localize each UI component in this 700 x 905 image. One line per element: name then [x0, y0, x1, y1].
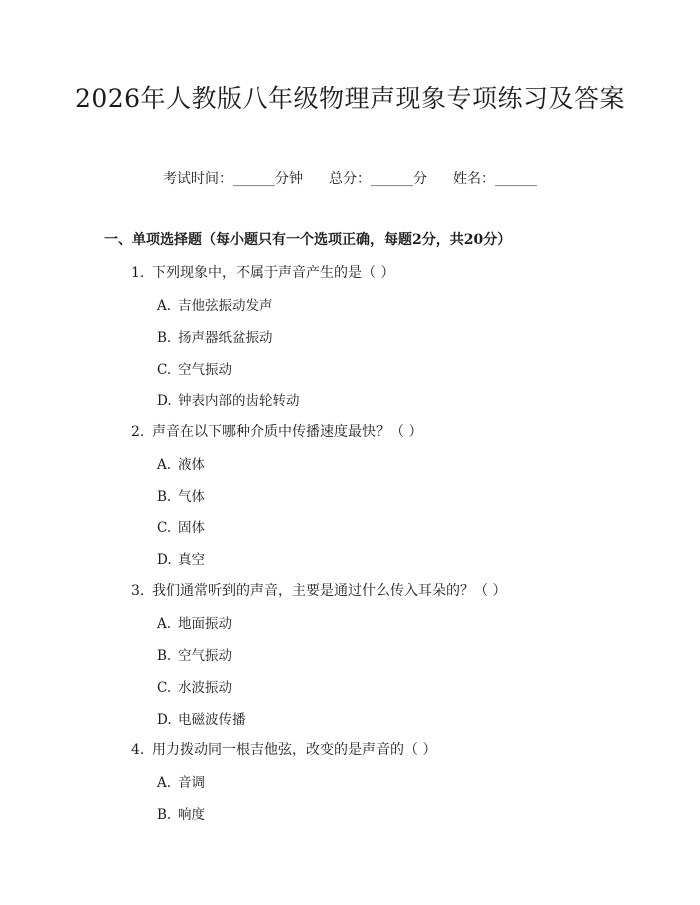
- option-text: 固体: [178, 520, 205, 536]
- document-title: 2026年人教版八年级物理声现象专项练习及答案: [74, 84, 626, 113]
- question-number: 2.: [131, 424, 145, 440]
- option-text: 钟表内部的齿轮转动: [178, 393, 300, 409]
- option-letter: B.: [157, 330, 172, 346]
- option-text: 液体: [178, 457, 205, 473]
- question-text: 用力拨动同一根吉他弦，改变的是声音的（ ）: [152, 742, 437, 758]
- total-score-field: 总分：______分: [329, 171, 427, 187]
- option-2a: [157, 453, 205, 473]
- option-text: 气体: [178, 489, 205, 505]
- option-letter: B.: [157, 807, 172, 823]
- option-text: 空气振动: [178, 362, 232, 378]
- option-letter: A.: [157, 775, 172, 791]
- option-letter: C.: [157, 362, 172, 378]
- option-text: 响度: [178, 807, 205, 823]
- option-letter: D.: [157, 393, 172, 409]
- option-2b: [157, 485, 205, 505]
- option-letter: D.: [157, 712, 172, 728]
- option-letter: C.: [157, 520, 172, 536]
- option-1b: [157, 326, 273, 346]
- option-2c: [157, 516, 205, 536]
- option-letter: B.: [157, 648, 172, 664]
- option-letter: A.: [157, 298, 172, 314]
- option-letter: D.: [157, 552, 172, 568]
- question-text: 我们通常听到的声音，主要是通过什么传入耳朵的？（ ）: [152, 583, 507, 599]
- option-text: 空气振动: [178, 648, 232, 664]
- option-letter: B.: [157, 489, 172, 505]
- exam-time-field: 考试时间：______分钟: [163, 171, 303, 187]
- option-text: 吉他弦振动发声: [178, 298, 273, 314]
- option-letter: A.: [157, 616, 172, 632]
- question-2: [131, 421, 422, 441]
- option-text: 水波振动: [178, 680, 232, 696]
- question-number: 1.: [131, 265, 145, 281]
- option-3a: [157, 612, 232, 632]
- option-letter: A.: [157, 457, 172, 473]
- question-number: 4.: [131, 742, 145, 758]
- option-2d: [157, 548, 205, 568]
- option-text: 地面振动: [178, 616, 232, 632]
- option-3b: [157, 644, 232, 664]
- option-1c: [157, 358, 232, 378]
- option-1d: [157, 389, 300, 409]
- question-1: [131, 262, 394, 282]
- question-text: 下列现象中，不属于声音产生的是（ ）: [152, 265, 395, 281]
- exam-meta: [0, 168, 700, 188]
- question-4: [131, 739, 436, 759]
- option-3c: [157, 676, 232, 696]
- question-3: [131, 580, 506, 600]
- question-text: 声音在以下哪种介质中传播速度最快？（ ）: [152, 424, 423, 440]
- option-text: 音调: [178, 775, 205, 791]
- section-heading: 一、单项选择题（每小题只有一个选项正确，每题2分，共20分）: [104, 232, 512, 248]
- option-4b: [157, 803, 205, 823]
- option-text: 扬声器纸盆振动: [178, 330, 273, 346]
- option-text: 真空: [178, 552, 205, 568]
- option-1a: [157, 294, 273, 314]
- option-letter: C.: [157, 680, 172, 696]
- option-3d: [157, 708, 246, 728]
- question-number: 3.: [131, 583, 145, 599]
- student-name-field: 姓名：______: [453, 171, 537, 187]
- option-text: 电磁波传播: [178, 712, 246, 728]
- option-4a: [157, 771, 205, 791]
